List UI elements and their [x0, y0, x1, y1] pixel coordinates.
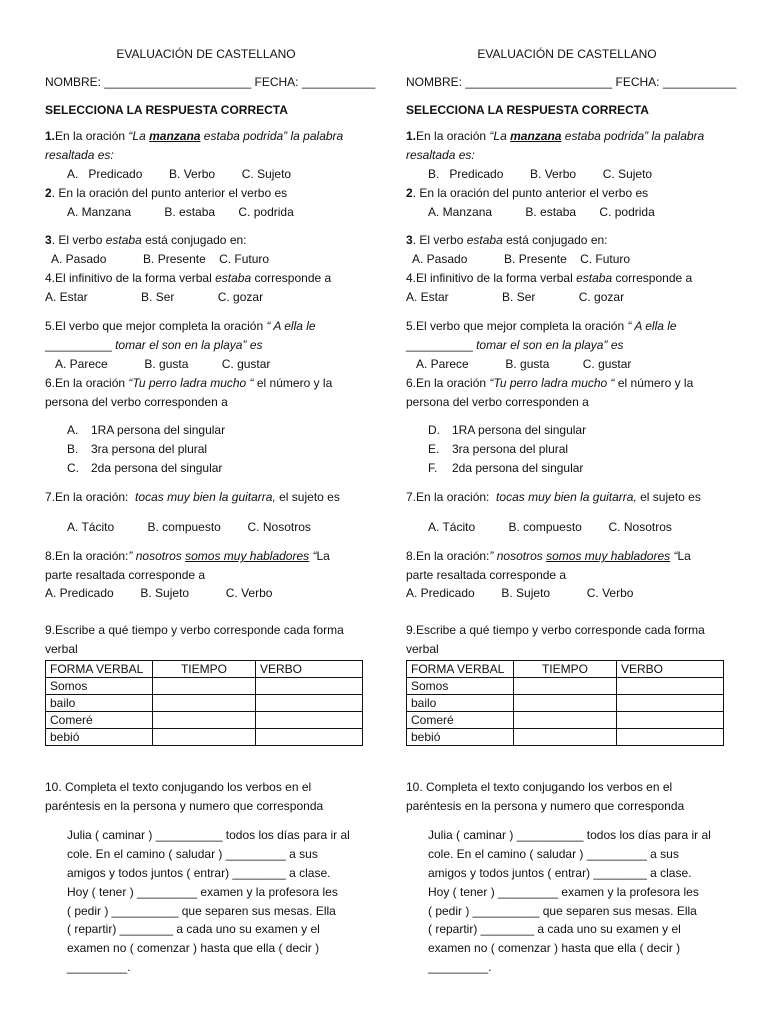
q10-text-line: ( repartir) ________ a cada uno su examen y el	[428, 922, 681, 936]
q3-options: A. Pasado B. Presente C. Futuro	[412, 252, 631, 266]
q10-text-line: Hoy ( tener ) _________ examen y la profesora les	[67, 885, 338, 899]
q1-number: 1.	[406, 129, 417, 143]
q9-line1: 9.Escribe a qué tiempo y verbo corresponde cada forma	[45, 623, 344, 637]
q6-option-text: 1RA persona del singular	[91, 423, 226, 437]
q1-options: B. Predicado B. Verbo C. Sujeto	[428, 167, 653, 181]
q8-text-end: La	[677, 549, 691, 563]
verb-form-cell: Somos	[407, 678, 514, 695]
q8-quote-close: “	[670, 549, 678, 563]
q4-line	[45, 271, 331, 286]
q6-option-1	[428, 423, 587, 438]
table-header: VERBO	[255, 661, 362, 678]
verb-table	[45, 660, 363, 746]
q1-quote-rest: estaba podrida” la palabra	[200, 129, 344, 143]
table-header: FORMA VERBAL	[407, 661, 514, 678]
q5-options: A. Parece B. gusta C. gustar	[55, 357, 271, 371]
q5-line2	[406, 338, 624, 353]
q6-text: 6.En la oración	[406, 376, 490, 390]
q4-text: 4.El infinitivo de la forma verbal	[406, 271, 577, 285]
verb-form-cell: Comeré	[46, 712, 153, 729]
tense-answer-cell[interactable]	[153, 712, 256, 729]
q6-option-text: 3ra persona del plural	[91, 442, 208, 456]
q6-option-3	[67, 461, 223, 476]
q4-text-end: corresponde a	[251, 271, 332, 285]
q2-line	[45, 186, 287, 201]
q8-quote-close: “	[309, 549, 317, 563]
q8-text: 8.En la oración:	[406, 549, 490, 563]
q7-text-end: el sujeto es	[275, 490, 340, 504]
q1-options: A. Predicado B. Verbo C. Sujeto	[67, 167, 292, 181]
q9-line1: 9.Escribe a qué tiempo y verbo corresponde cada forma	[406, 623, 705, 637]
q6-line2: persona del verbo corresponden a	[406, 395, 589, 409]
q3-options: A. Pasado B. Presente C. Futuro	[51, 252, 270, 266]
q5-text: 5.El verbo que mejor completa la oración	[406, 319, 628, 333]
q5-line2	[45, 338, 263, 353]
q4-line	[406, 271, 692, 286]
tense-answer-cell[interactable]	[153, 729, 256, 746]
q10-text-line: Julia ( caminar ) __________ todos los días para ir al	[428, 828, 711, 842]
table-header: FORMA VERBAL	[46, 661, 153, 678]
q6-line2: persona del verbo corresponden a	[45, 395, 228, 409]
table-row	[46, 695, 363, 712]
q1-line2: resaltada es:	[45, 148, 114, 162]
q8-options: A. Predicado B. Sujeto C. Verbo	[45, 586, 273, 600]
table-header: TIEMPO	[153, 661, 256, 678]
q8-text: 8.En la oración:	[45, 549, 129, 563]
q5-line1	[406, 319, 677, 334]
q10-text-line: examen no ( comenzar ) hasta que ella ( decir )	[67, 941, 320, 955]
q6-option-text: 1RA persona del singular	[452, 423, 587, 437]
q7-text: 7.En la oración:	[45, 490, 129, 504]
q10-text-line: Julia ( caminar ) __________ todos los días para ir al	[67, 828, 350, 842]
q3-text: . El verbo	[51, 233, 106, 247]
name-date-line: NOMBRE: ______________________ FECHA: ___________	[406, 75, 737, 89]
q6-quote: “Tu perro ladra mucho “	[128, 376, 254, 390]
q6-option-letter: A.	[67, 423, 79, 437]
q8-highlighted: somos muy habladores	[546, 549, 671, 563]
q7-text: 7.En la oración:	[406, 490, 490, 504]
q6-option-letter: B.	[67, 442, 79, 456]
q2-options: A. Manzana B. estaba C. podrida	[428, 205, 655, 219]
verb-answer-cell[interactable]	[255, 678, 362, 695]
q7-quote: tocas muy bien la guitarra,	[489, 490, 637, 504]
table-row	[46, 712, 363, 729]
verb-answer-cell[interactable]	[616, 712, 723, 729]
exam-title: EVALUACIÓN DE CASTELLANO	[477, 47, 657, 61]
table-row	[407, 678, 724, 695]
q8-text-end: La	[316, 549, 330, 563]
q7-options: A. Tácito B. compuesto C. Nosotros	[428, 520, 672, 534]
q1-la: La	[132, 129, 150, 143]
table-header-row	[46, 661, 363, 678]
q5-quote: “ A ella le	[627, 319, 677, 333]
table-row	[407, 729, 724, 746]
q4-verb: estaba	[215, 271, 252, 285]
q7-options: A. Tácito B. compuesto C. Nosotros	[67, 520, 311, 534]
q10-text-line: ( repartir) ________ a cada uno su examen y el	[67, 922, 320, 936]
q3-text: . El verbo	[412, 233, 467, 247]
q6-text-end: el número y la	[253, 376, 333, 390]
q10-text-line: cole. En el camino ( saludar ) _________ a sus	[428, 847, 679, 861]
verb-answer-cell[interactable]	[616, 678, 723, 695]
q8-options: A. Predicado B. Sujeto C. Verbo	[406, 586, 634, 600]
q6-option-letter: C.	[67, 461, 79, 475]
q5-blank: __________	[406, 338, 477, 352]
q1-number: 1.	[45, 129, 56, 143]
q5-quote-end: tomar el son en la playa” es	[115, 338, 263, 352]
instruction: SELECCIONA LA RESPUESTA CORRECTA	[406, 103, 649, 117]
q1-quote-open: “	[489, 129, 494, 143]
q6-line1	[406, 376, 693, 391]
q10-line1: 10. Completa el texto conjugando los verbos en el	[45, 780, 312, 794]
q6-line1	[45, 376, 332, 391]
exam-title: EVALUACIÓN DE CASTELLANO	[116, 47, 296, 61]
table-row	[46, 729, 363, 746]
q10-text-line: _________.	[428, 960, 492, 974]
q10-text-line: _________.	[67, 960, 131, 974]
tense-answer-cell[interactable]	[153, 695, 256, 712]
q10-text-line: amigos y todos juntos ( entrar) ________ a clase.	[67, 866, 331, 880]
q5-line1	[45, 319, 316, 334]
q4-options: A. Estar B. Ser C. gozar	[45, 290, 264, 304]
verb-form-cell: bebió	[407, 729, 514, 746]
verb-table	[406, 660, 724, 746]
q6-option-text: 2da persona del singular	[452, 461, 584, 475]
q6-option-letter: D.	[428, 423, 440, 437]
q2-number: 2	[45, 186, 52, 200]
q4-options: A. Estar B. Ser C. gozar	[406, 290, 625, 304]
verb-form-cell: Comeré	[407, 712, 514, 729]
q3-text-end: está conjugado en:	[141, 233, 247, 247]
verb-answer-cell[interactable]	[616, 729, 723, 746]
verb-form-cell: Somos	[46, 678, 153, 695]
q1-highlighted-word: manzana	[149, 129, 201, 143]
q8-highlighted: somos muy habladores	[185, 549, 310, 563]
q3-line	[406, 233, 608, 248]
table-row	[407, 712, 724, 729]
tense-answer-cell[interactable]	[514, 729, 617, 746]
q2-options: A. Manzana B. estaba C. podrida	[67, 205, 294, 219]
q5-quote-end: tomar el son en la playa” es	[476, 338, 624, 352]
verb-form-cell: bailo	[407, 695, 514, 712]
q1-quote-open: “	[128, 129, 133, 143]
table-header: VERBO	[616, 661, 723, 678]
q7-line	[406, 490, 701, 505]
q1-la: La	[493, 129, 511, 143]
q8-line2: parte resaltada corresponde a	[406, 568, 567, 582]
q8-line2: parte resaltada corresponde a	[45, 568, 206, 582]
tense-answer-cell[interactable]	[153, 678, 256, 695]
q6-option-1	[67, 423, 226, 438]
table-row	[407, 695, 724, 712]
q6-option-letter: F.	[428, 461, 438, 475]
q8-line1	[406, 549, 691, 564]
verb-answer-cell[interactable]	[255, 712, 362, 729]
q1-line1	[406, 129, 704, 144]
q6-option-letter: E.	[428, 442, 440, 456]
q1-highlighted-word: manzana	[510, 129, 562, 143]
q10-text-line: cole. En el camino ( saludar ) _________ a sus	[67, 847, 318, 861]
q10-text-line: Hoy ( tener ) _________ examen y la profesora les	[428, 885, 699, 899]
verb-answer-cell[interactable]	[616, 695, 723, 712]
table-header-row	[407, 661, 724, 678]
q6-option-3	[428, 461, 584, 476]
q10-text-line: examen no ( comenzar ) hasta que ella ( decir )	[428, 941, 681, 955]
q6-quote: “Tu perro ladra mucho “	[489, 376, 615, 390]
verb-form-cell: bebió	[46, 729, 153, 746]
q1-text: En la oración	[55, 129, 129, 143]
q7-line	[45, 490, 340, 505]
tense-answer-cell[interactable]	[514, 678, 617, 695]
table-header: TIEMPO	[514, 661, 617, 678]
name-date-line: NOMBRE: ______________________ FECHA: ___________	[45, 75, 376, 89]
q9-line2: verbal	[45, 642, 78, 656]
q1-line2: resaltada es:	[406, 148, 475, 162]
q5-options: A. Parece B. gusta C. gustar	[416, 357, 632, 371]
q2-text: . En la oración del punto anterior el verbo es	[51, 186, 288, 200]
q10-text-line: ( pedir ) __________ que separen sus mesas. Ella	[67, 904, 336, 918]
q2-text: . En la oración del punto anterior el verbo es	[412, 186, 649, 200]
q9-line2: verbal	[406, 642, 439, 656]
q1-text: En la oración	[416, 129, 490, 143]
verb-answer-cell[interactable]	[255, 729, 362, 746]
q8-line1	[45, 549, 330, 564]
q10-text-line: ( pedir ) __________ que separen sus mesas. Ella	[428, 904, 697, 918]
q1-line1	[45, 129, 343, 144]
tense-answer-cell[interactable]	[514, 695, 617, 712]
q6-text-end: el número y la	[614, 376, 694, 390]
q4-text: 4.El infinitivo de la forma verbal	[45, 271, 216, 285]
verb-form-cell: bailo	[46, 695, 153, 712]
q3-verb: estaba	[466, 233, 503, 247]
q3-text-end: está conjugado en:	[502, 233, 608, 247]
instruction: SELECCIONA LA RESPUESTA CORRECTA	[45, 103, 288, 117]
q10-line1: 10. Completa el texto conjugando los verbos en el	[406, 780, 673, 794]
q5-quote: “ A ella le	[266, 319, 316, 333]
q8-quote: ” nosotros	[489, 549, 547, 563]
q10-line2: paréntesis en la persona y numero que corresponda	[45, 799, 324, 813]
q2-line	[406, 186, 648, 201]
q7-text-end: el sujeto es	[636, 490, 701, 504]
table-row	[46, 678, 363, 695]
q5-text: 5.El verbo que mejor completa la oración	[45, 319, 267, 333]
q10-text-line: amigos y todos juntos ( entrar) ________ a clase.	[428, 866, 692, 880]
q1-quote-rest: estaba podrida” la palabra	[561, 129, 705, 143]
q6-option-text: 3ra persona del plural	[452, 442, 569, 456]
tense-answer-cell[interactable]	[514, 712, 617, 729]
q3-verb: estaba	[105, 233, 142, 247]
q3-number: 3	[45, 233, 52, 247]
q2-number: 2	[406, 186, 413, 200]
q4-verb: estaba	[576, 271, 613, 285]
q7-quote: tocas muy bien la guitarra,	[128, 490, 276, 504]
q6-option-2	[67, 442, 208, 457]
q3-line	[45, 233, 247, 248]
q3-number: 3	[406, 233, 413, 247]
q8-quote: ” nosotros	[128, 549, 186, 563]
q10-line2: paréntesis en la persona y numero que corresponda	[406, 799, 685, 813]
q6-option-2	[428, 442, 569, 457]
verb-answer-cell[interactable]	[255, 695, 362, 712]
q6-text: 6.En la oración	[45, 376, 129, 390]
q6-option-text: 2da persona del singular	[91, 461, 223, 475]
q4-text-end: corresponde a	[612, 271, 693, 285]
q5-blank: __________	[45, 338, 116, 352]
